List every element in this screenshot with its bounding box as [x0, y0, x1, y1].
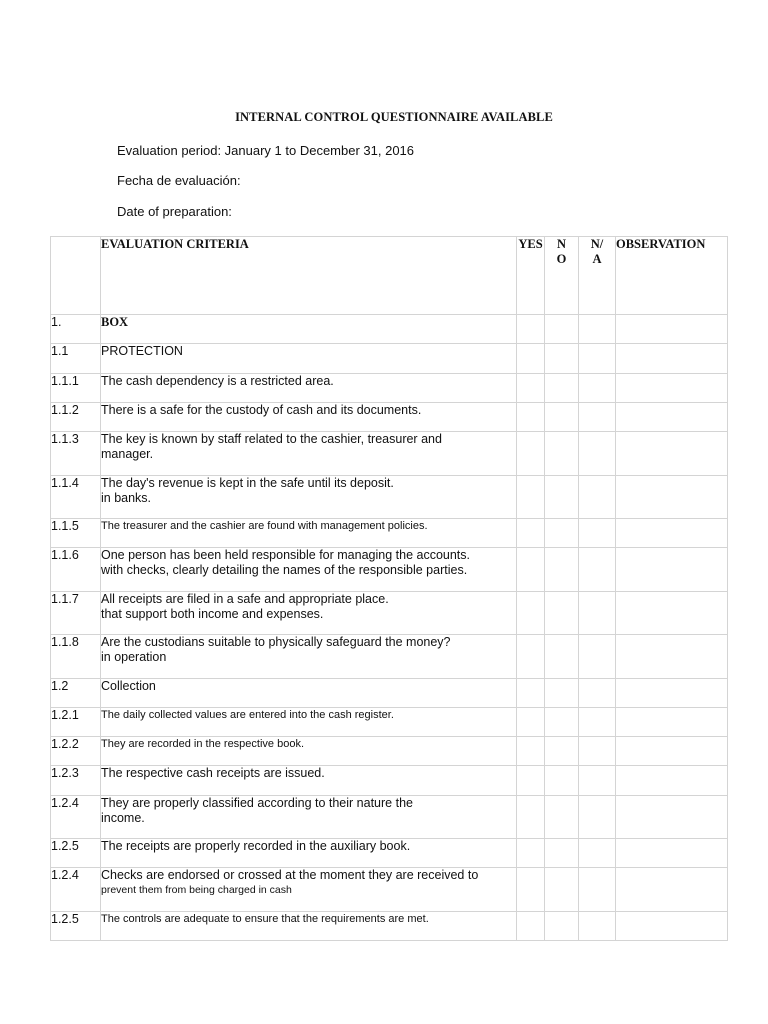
table-row: [51, 679, 728, 708]
table-row: [51, 344, 728, 374]
document-title: INTERNAL CONTROL QUESTIONNAIRE AVAILABLE: [235, 110, 553, 124]
row-no-cell[interactable]: [545, 374, 579, 403]
criteria-text-line2: with checks, clearly detailing the names of the responsible parties.: [101, 563, 468, 577]
header-observation-label: OBSERVATION: [616, 237, 706, 251]
table-row: [51, 708, 728, 737]
row-no-cell[interactable]: [545, 476, 579, 519]
criteria-text-line1: The controls are adequate to ensure that the requirements are met.: [101, 913, 429, 925]
row-observation-cell[interactable]: [616, 912, 728, 941]
table-row: [51, 912, 728, 941]
row-na-cell[interactable]: [579, 912, 616, 941]
table-row: [51, 592, 728, 635]
row-number: 1.: [51, 315, 101, 344]
row-observation-cell[interactable]: [616, 344, 728, 374]
table-row: [51, 839, 728, 868]
row-criteria: [101, 344, 517, 374]
row-no-cell[interactable]: [545, 679, 579, 708]
row-criteria: [101, 374, 517, 403]
row-observation-cell[interactable]: [616, 679, 728, 708]
table-row: [51, 868, 728, 912]
row-yes-cell[interactable]: [517, 432, 545, 476]
row-yes-cell[interactable]: [517, 737, 545, 766]
row-criteria: [101, 403, 517, 432]
header-number-cell: [51, 237, 101, 315]
row-criteria: [101, 708, 517, 737]
criteria-text-line1: The receipts are properly recorded in the auxiliary book.: [101, 839, 411, 853]
row-criteria: [101, 766, 517, 796]
header-no-label-line2: O: [556, 252, 567, 266]
row-observation-cell[interactable]: [616, 374, 728, 403]
row-number: 1.2.4: [51, 868, 101, 912]
row-number: 1.2.5: [51, 839, 101, 868]
row-na-cell[interactable]: [579, 548, 616, 592]
row-observation-cell[interactable]: [616, 315, 728, 344]
row-yes-cell[interactable]: [517, 592, 545, 635]
row-observation-cell[interactable]: [616, 476, 728, 519]
row-observation-cell[interactable]: [616, 403, 728, 432]
table-row: [51, 432, 728, 476]
criteria-text-line1: Are the custodians suitable to physically safeguard the money?: [101, 635, 451, 649]
header-yes-cell: [517, 237, 545, 315]
row-observation-cell[interactable]: [616, 519, 728, 548]
row-yes-cell[interactable]: [517, 839, 545, 868]
row-number: 1.1.2: [51, 403, 101, 432]
criteria-text-line1: The respective cash receipts are issued.: [101, 766, 325, 780]
table-header-row: [51, 237, 728, 315]
row-na-cell[interactable]: [579, 679, 616, 708]
criteria-text-line1: The cash dependency is a restricted area.: [101, 374, 334, 388]
row-observation-cell[interactable]: [616, 766, 728, 796]
criteria-text-line2: income.: [101, 811, 145, 825]
table-row: [51, 737, 728, 766]
criteria-text-line1: The day's revenue is kept in the safe until its deposit.: [101, 476, 394, 490]
row-na-cell[interactable]: [579, 708, 616, 737]
row-na-cell[interactable]: [579, 315, 616, 344]
criteria-text-line1: The treasurer and the cashier are found with management policies.: [101, 520, 428, 532]
row-no-cell[interactable]: [545, 708, 579, 737]
table-row: [51, 476, 728, 519]
criteria-text-line1: PROTECTION: [101, 344, 183, 358]
row-number: 1.2.4: [51, 796, 101, 839]
row-number: 1.2.3: [51, 766, 101, 796]
criteria-text-line1: Checks are endorsed or crossed at the moment they are received to: [101, 868, 479, 882]
row-yes-cell[interactable]: [517, 344, 545, 374]
row-criteria: [101, 432, 517, 476]
row-criteria: [101, 519, 517, 548]
row-yes-cell[interactable]: [517, 912, 545, 941]
row-number: 1.1.8: [51, 635, 101, 679]
row-no-cell[interactable]: [545, 315, 579, 344]
table-row: [51, 635, 728, 679]
row-na-cell[interactable]: [579, 403, 616, 432]
row-criteria: [101, 315, 517, 344]
criteria-text-line1: Collection: [101, 679, 156, 693]
criteria-text-line1: All receipts are filed in a safe and appropriate place.: [101, 592, 389, 606]
row-no-cell[interactable]: [545, 403, 579, 432]
row-criteria: [101, 912, 517, 941]
row-yes-cell[interactable]: [517, 403, 545, 432]
row-na-cell[interactable]: [579, 592, 616, 635]
header-criteria-cell: [101, 237, 517, 315]
table-row: [51, 374, 728, 403]
row-na-cell[interactable]: [579, 839, 616, 868]
row-number: 1.1.6: [51, 548, 101, 592]
header-yes-label: YES: [518, 237, 543, 251]
criteria-text-line2: prevent them from being charged in cash: [101, 884, 292, 896]
criteria-text-line1: BOX: [101, 315, 129, 329]
row-criteria: [101, 868, 517, 912]
row-criteria: [101, 548, 517, 592]
row-number: 1.1.5: [51, 519, 101, 548]
row-observation-cell[interactable]: [616, 592, 728, 635]
row-na-cell[interactable]: [579, 635, 616, 679]
row-yes-cell[interactable]: [517, 796, 545, 839]
row-yes-cell[interactable]: [517, 635, 545, 679]
criteria-text-line2: in operation: [101, 650, 167, 664]
row-na-cell[interactable]: [579, 519, 616, 548]
row-no-cell[interactable]: [545, 548, 579, 592]
row-observation-cell[interactable]: [616, 737, 728, 766]
row-criteria: [101, 679, 517, 708]
header-na-label-line1: N/: [590, 237, 604, 251]
row-number: 1.1.7: [51, 592, 101, 635]
criteria-text-line1: One person has been held responsible for managing the accounts.: [101, 548, 470, 562]
row-criteria: [101, 635, 517, 679]
row-no-cell[interactable]: [545, 519, 579, 548]
row-yes-cell[interactable]: [517, 766, 545, 796]
row-no-cell[interactable]: [545, 344, 579, 374]
row-no-cell[interactable]: [545, 737, 579, 766]
row-no-cell[interactable]: [545, 912, 579, 941]
row-na-cell[interactable]: [579, 374, 616, 403]
header-observation-cell: [616, 237, 728, 315]
row-no-cell[interactable]: [545, 432, 579, 476]
evaluation-period: Evaluation period: January 1 to December 31, 2016: [117, 143, 415, 158]
criteria-text-line1: There is a safe for the custody of cash and its documents.: [101, 403, 422, 417]
row-number: 1.1.4: [51, 476, 101, 519]
table-row: [51, 766, 728, 796]
table-row: [51, 548, 728, 592]
table-row: [51, 403, 728, 432]
row-na-cell[interactable]: [579, 868, 616, 912]
criteria-text-line1: The daily collected values are entered into the cash register.: [101, 709, 394, 721]
criteria-text-line1: The key is known by staff related to the cashier, treasurer and: [101, 432, 442, 446]
row-criteria: [101, 796, 517, 839]
row-na-cell[interactable]: [579, 432, 616, 476]
criteria-text-line1: They are recorded in the respective book.: [101, 738, 305, 750]
questionnaire-table: [50, 236, 728, 941]
row-observation-cell[interactable]: [616, 708, 728, 737]
row-na-cell[interactable]: [579, 344, 616, 374]
row-no-cell[interactable]: [545, 592, 579, 635]
row-observation-cell[interactable]: [616, 839, 728, 868]
row-na-cell[interactable]: [579, 476, 616, 519]
table-row: [51, 315, 728, 344]
row-number: 1.2.1: [51, 708, 101, 737]
row-observation-cell[interactable]: [616, 432, 728, 476]
table-row: [51, 519, 728, 548]
row-no-cell[interactable]: [545, 839, 579, 868]
row-no-cell[interactable]: [545, 868, 579, 912]
row-yes-cell[interactable]: [517, 315, 545, 344]
row-yes-cell[interactable]: [517, 868, 545, 912]
row-yes-cell[interactable]: [517, 679, 545, 708]
row-yes-cell[interactable]: [517, 476, 545, 519]
row-na-cell[interactable]: [579, 737, 616, 766]
header-no-label-line1: N: [556, 237, 567, 251]
row-criteria: [101, 839, 517, 868]
row-yes-cell[interactable]: [517, 548, 545, 592]
header-criteria-label: EVALUATION CRITERIA: [101, 237, 249, 251]
row-no-cell[interactable]: [545, 766, 579, 796]
row-number: 1.2.2: [51, 737, 101, 766]
row-observation-cell[interactable]: [616, 868, 728, 912]
row-observation-cell[interactable]: [616, 548, 728, 592]
row-na-cell[interactable]: [579, 796, 616, 839]
header-na-cell: [579, 237, 616, 315]
row-yes-cell[interactable]: [517, 374, 545, 403]
row-number: 1.1: [51, 344, 101, 374]
header-na-label-line2: A: [592, 252, 602, 266]
row-yes-cell[interactable]: [517, 519, 545, 548]
row-no-cell[interactable]: [545, 635, 579, 679]
row-observation-cell[interactable]: [616, 796, 728, 839]
criteria-text-line1: They are properly classified according to their nature the: [101, 796, 413, 810]
row-yes-cell[interactable]: [517, 708, 545, 737]
row-no-cell[interactable]: [545, 796, 579, 839]
row-criteria: [101, 592, 517, 635]
row-criteria: [101, 737, 517, 766]
row-na-cell[interactable]: [579, 766, 616, 796]
criteria-text-line2: that support both income and expenses.: [101, 607, 324, 621]
row-number: 1.2.5: [51, 912, 101, 941]
preparation-date-label: Date of preparation:: [117, 204, 232, 219]
criteria-text-line2: manager.: [101, 447, 154, 461]
table-row: [51, 796, 728, 839]
row-number: 1.2: [51, 679, 101, 708]
row-number: 1.1.1: [51, 374, 101, 403]
header-no-cell: [545, 237, 579, 315]
row-number: 1.1.3: [51, 432, 101, 476]
row-observation-cell[interactable]: [616, 635, 728, 679]
row-criteria: [101, 476, 517, 519]
criteria-text-line2: in banks.: [101, 491, 152, 505]
evaluation-date-label: Fecha de evaluación:: [117, 173, 241, 188]
